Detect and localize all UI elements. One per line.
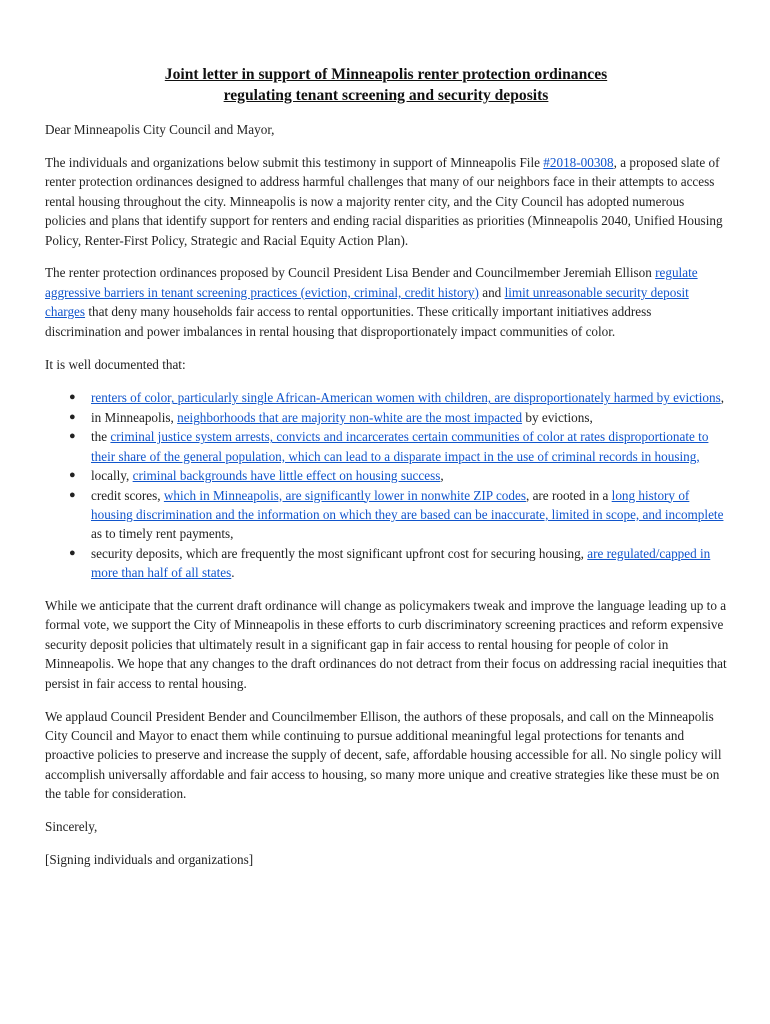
bullet-icon: ●: [69, 469, 76, 482]
paragraph-intro: [45, 153, 727, 250]
deposits-capped-link[interactable]: are regulated/capped in more than half of all states: [91, 545, 711, 581]
screening-practices-link[interactable]: regulate aggressive barriers in tenant screening practices (eviction, criminal, credit history): [45, 265, 698, 300]
list-item-text: security deposits, which are frequently the most significant upfront cost for securing housing,: [91, 545, 588, 561]
paragraph-applaud: We applaud Council President Bender and Councilmember Ellison, the authors of these proposals, and call on the Minneapolis City Council and Mayor to enact them while continuing to pursue additional meaningful legal protections for tenants and proactive policies to preserve and increase the supply of decent, safe, affordable housing accessible for all. No single policy will accomplish universally affordable and fair access to housing, so many more unique and creative strategies like these must be on the table for consideration.: [45, 708, 722, 802]
list-item-text: ,: [440, 468, 444, 484]
list-item-text: the: [91, 429, 111, 445]
paragraph-intro-text-2: , a proposed slate of renter protection ordinances designed to address harmful challenges that many of our neighbors face in their attempts to access rental housing throughout the city. Minneapolis is now a majority renter city, and the City Council has adopted numerous policies and plans that identify support for renters and ending racial disparities as priorities (Minneapolis 2040, Unified Housing Policy, Renter-First Policy, Strategic and Racial Equity Action Plan).: [45, 154, 723, 248]
bullet-icon: ●: [69, 546, 76, 559]
security-deposit-link[interactable]: limit unreasonable security deposit charges: [45, 284, 689, 320]
signature-placeholder: [Signing individuals and organizations]: [45, 852, 254, 867]
list-item-text: credit scores,: [91, 487, 164, 503]
criminal-justice-link[interactable]: criminal justice system arrests, convicts and incarcerates certain communities of color at rates disproportionate to their share of the general population, which can lead to a disparate impact in the use of criminal records in housing,: [91, 429, 709, 464]
neighborhoods-link[interactable]: neighborhoods that are majority non-white are the most impacted: [177, 409, 523, 425]
paragraph-intro-text-1: The individuals and organizations below submit this testimony in support of Minneapolis File: [45, 154, 544, 170]
title-line-1: Joint letter in support of Minneapolis renter protection ordinances: [164, 66, 608, 83]
list-item-text: in Minneapolis,: [91, 409, 178, 425]
list-item: [45, 466, 727, 485]
letter-page: [45, 64, 727, 883]
evidence-list: [45, 388, 727, 582]
list-item-text: as to timely rent payments,: [91, 526, 234, 542]
file-number-link[interactable]: #2018-00308: [543, 154, 614, 170]
list-item-text: by evictions,: [522, 409, 593, 425]
list-item: [45, 408, 727, 427]
list-item: [45, 544, 727, 583]
documented-intro: It is well documented that:: [45, 356, 186, 372]
paragraph-ordinances-text-2: and: [478, 284, 505, 300]
bullet-icon: ●: [69, 410, 76, 423]
list-item: [45, 427, 727, 466]
list-item-text: , are rooted in a: [525, 487, 612, 503]
housing-discrimination-history-link[interactable]: long history of housing discrimination and the information on which they are based can be inaccurate, limited in scope, and incomplete: [91, 487, 724, 522]
title-line-2: regulating tenant screening and security deposits: [223, 87, 549, 104]
list-item: [45, 388, 727, 407]
bullet-icon: ●: [69, 391, 76, 404]
paragraph-support: While we anticipate that the current draft ordinance will change as policymakers tweak and improve the language leading up to a formal vote, we support the City of Minneapolis in these efforts to curb discriminatory screening practices and reform expensive security deposit policies that ultimately result in a significant gap in fair access to rental housing for people of color in Minneapolis. We hope that any changes to the draft ordinances do not detract from their focus on addressing racial inequities that persist in fair access to rental housing.: [45, 598, 727, 691]
evictions-link[interactable]: renters of color, particularly single African-American women with children, are disproportionately harmed by evictions: [91, 390, 721, 406]
paragraph-ordinances-text-1: The renter protection ordinances proposed by Council President Lisa Bender and Councilmember Jeremiah Ellison: [45, 265, 656, 281]
list-item-text: ,: [720, 390, 724, 406]
list-item-text: .: [231, 565, 235, 581]
letter-title: [45, 64, 727, 106]
bullet-icon: ●: [69, 488, 76, 501]
closing: Sincerely,: [45, 819, 98, 835]
criminal-backgrounds-link[interactable]: criminal backgrounds have little effect on housing success: [132, 468, 441, 484]
list-item: [45, 486, 727, 544]
bullet-icon: ●: [69, 430, 76, 443]
salutation: Dear Minneapolis City Council and Mayor,: [45, 122, 275, 137]
list-item-text: locally,: [91, 468, 133, 484]
credit-scores-zip-link[interactable]: which in Minneapolis, are significantly lower in nonwhite ZIP codes: [163, 487, 526, 503]
paragraph-ordinances-text-3: that deny many households fair access to rental opportunities. These critically important initiatives address discrimination and power imbalances in rental housing that disproportionately impact communities of color.: [45, 304, 652, 339]
paragraph-ordinances: [45, 263, 727, 341]
